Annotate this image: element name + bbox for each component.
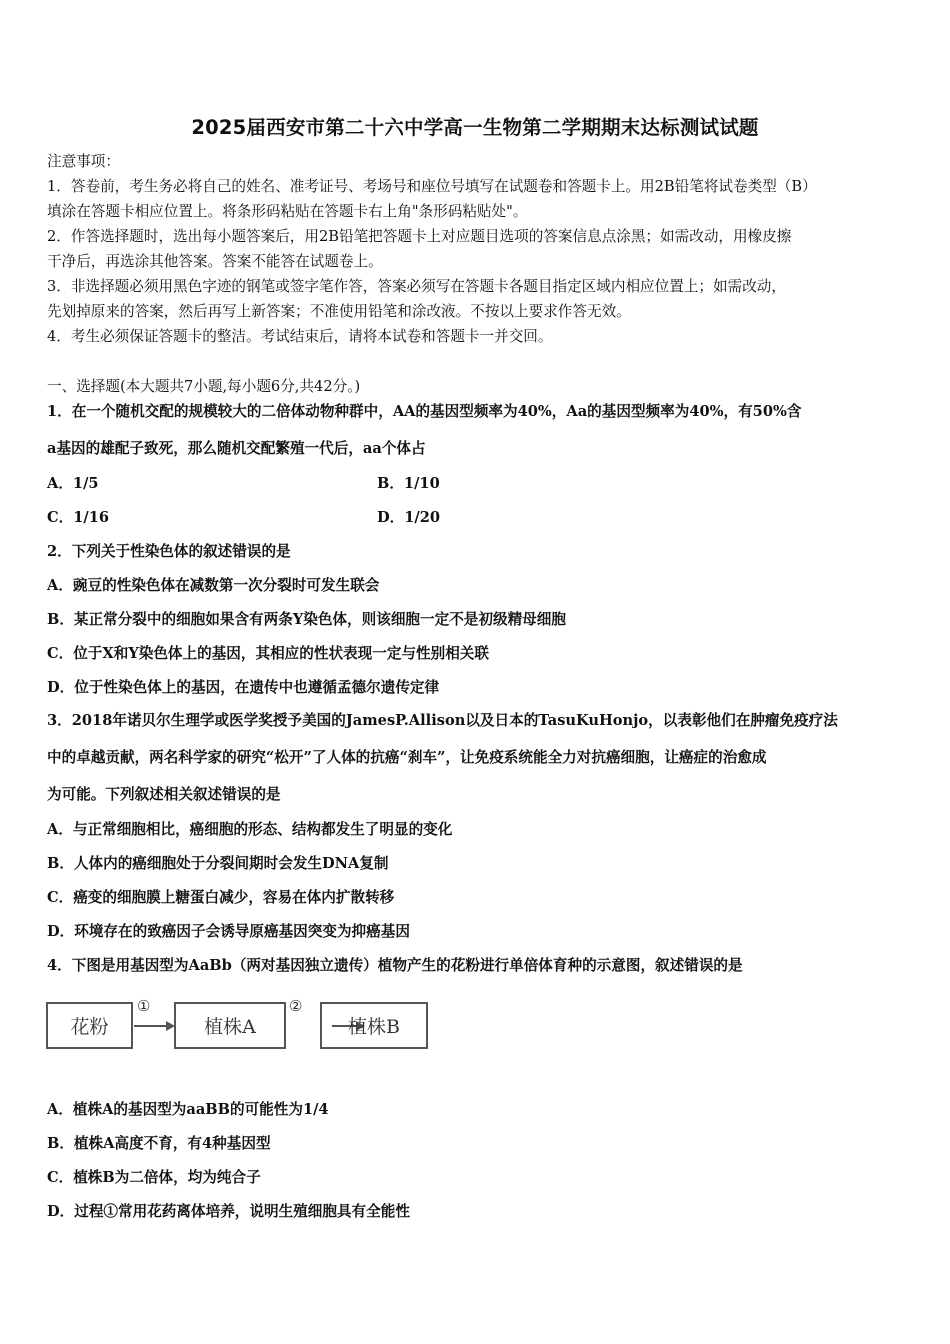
q2-option-d: D．位于性染色体上的基因，在遗传中也遵循孟德尔遗传定律 xyxy=(47,679,440,696)
q3-option-c: C．癌变的细胞膜上糖蛋白减少，容易在体内扩散转移 xyxy=(47,889,395,906)
q4-option-a: A．植株A的基因型为aaBB的可能性为1/4 xyxy=(47,1101,329,1118)
notice-line: 2．作答选择题时，选出每小题答案后，用2B铅笔把答题卡上对应题目选项的答案信息点涂黑；如需改动，用橡皮擦 xyxy=(47,228,792,245)
q1-option-b: B．1/10 xyxy=(377,475,440,492)
q3-stem-line: 3．2018年诺贝尔生理学或医学奖授予美国的JamesP.Allison以及日本的TasuKuHonjo，以表彰他们在肿瘤免疫疗法 xyxy=(47,712,838,729)
section-heading: 一、选择题(本大题共7小题,每小题6分,共42分。) xyxy=(47,378,361,395)
q1-stem-line: 1．在一个随机交配的规模较大的二倍体动物种群中，AA的基因型频率为40%，Aa的基因型频率为40%，有50%含 xyxy=(47,403,802,420)
q4-option-c: C．植株B为二倍体，均为纯合子 xyxy=(47,1169,261,1186)
notice-line: 1．答卷前，考生务必将自己的姓名、准考证号、考场号和座位号填写在试题卷和答题卡上。用2B铅笔将试卷类型（B） xyxy=(47,178,817,195)
q2-option-c: C．位于X和Y染色体上的基因，其相应的性状表现一定与性别相关联 xyxy=(47,645,489,662)
step-1-label: ① xyxy=(137,997,151,1015)
notice-line: 干净后，再选涂其他答案。答案不能答在试题卷上。 xyxy=(47,253,383,270)
q3-stem-line: 为可能。下列叙述相关叙述错误的是 xyxy=(47,786,281,803)
q3-option-b: B．人体内的癌细胞处于分裂间期时会发生DNA复制 xyxy=(47,855,389,872)
notice-line: 先划掉原来的答案，然后再写上新答案；不准使用铅笔和涂改液。不按以上要求作答无效。 xyxy=(47,303,631,320)
q3-stem-line: 中的卓越贡献，两名科学家的研究“松开”了人体的抗癌“刹车”，让免疫系统能全力对抗癌细胞，让癌症的治愈成 xyxy=(47,749,767,766)
q3-option-a: A．与正常细胞相比，癌细胞的形态、结构都发生了明显的变化 xyxy=(47,821,453,838)
q2-stem: 2．下列关于性染色体的叙述错误的是 xyxy=(47,543,291,560)
notice-line: 填涂在答题卡相应位置上。将条形码粘贴在答题卡右上角"条形码粘贴处"。 xyxy=(47,203,528,220)
q1-option-a: A．1/5 xyxy=(47,475,99,492)
q4-option-d: D．过程①常用花药离体培养，说明生殖细胞具有全能性 xyxy=(47,1203,410,1220)
notice-line: 4．考生必须保证答题卡的整洁。考试结束后，请将本试卷和答题卡一并交回。 xyxy=(47,328,553,345)
q1-option-d: D．1/20 xyxy=(377,509,441,526)
q1-option-c: C．1/16 xyxy=(47,509,110,526)
q2-option-b: B．某正常分裂中的细胞如果含有两条Y染色体，则该细胞一定不是初级精母细胞 xyxy=(47,611,566,628)
notice-line: 3．非选择题必须用黑色字迹的钢笔或签字笔作答，答案必须写在答题卡各题目指定区域内相应位置上；如需改动， xyxy=(47,278,786,295)
q3-option-d: D．环境存在的致癌因子会诱导原癌基因突变为抑癌基因 xyxy=(47,923,410,940)
q2-option-a: A．豌豆的性染色体在减数第一次分裂时可发生联会 xyxy=(47,577,380,594)
notice-heading: 注意事项： xyxy=(47,153,120,170)
q4-option-b: B．植株A高度不育，有4种基因型 xyxy=(47,1135,271,1152)
q1-stem-line: a基因的雄配子致死，那么随机交配繁殖一代后，aa个体占 xyxy=(47,440,426,457)
page-title: 2025届西安市第二十六中学高一生物第二学期期末达标测试试题 xyxy=(191,116,759,139)
diagram-box-pollen: 花粉 xyxy=(46,1002,133,1049)
breeding-diagram xyxy=(46,997,436,1057)
step-2-label: ② xyxy=(289,997,303,1015)
diagram-box-plant-b: 植株B xyxy=(320,1002,428,1049)
q4-stem: 4．下图是用基因型为AaBb（两对基因独立遗传）植物产生的花粉进行单倍体育种的示意图，叙述错误的是 xyxy=(47,957,743,974)
diagram-box-plant-a: 植株A xyxy=(174,1002,286,1049)
